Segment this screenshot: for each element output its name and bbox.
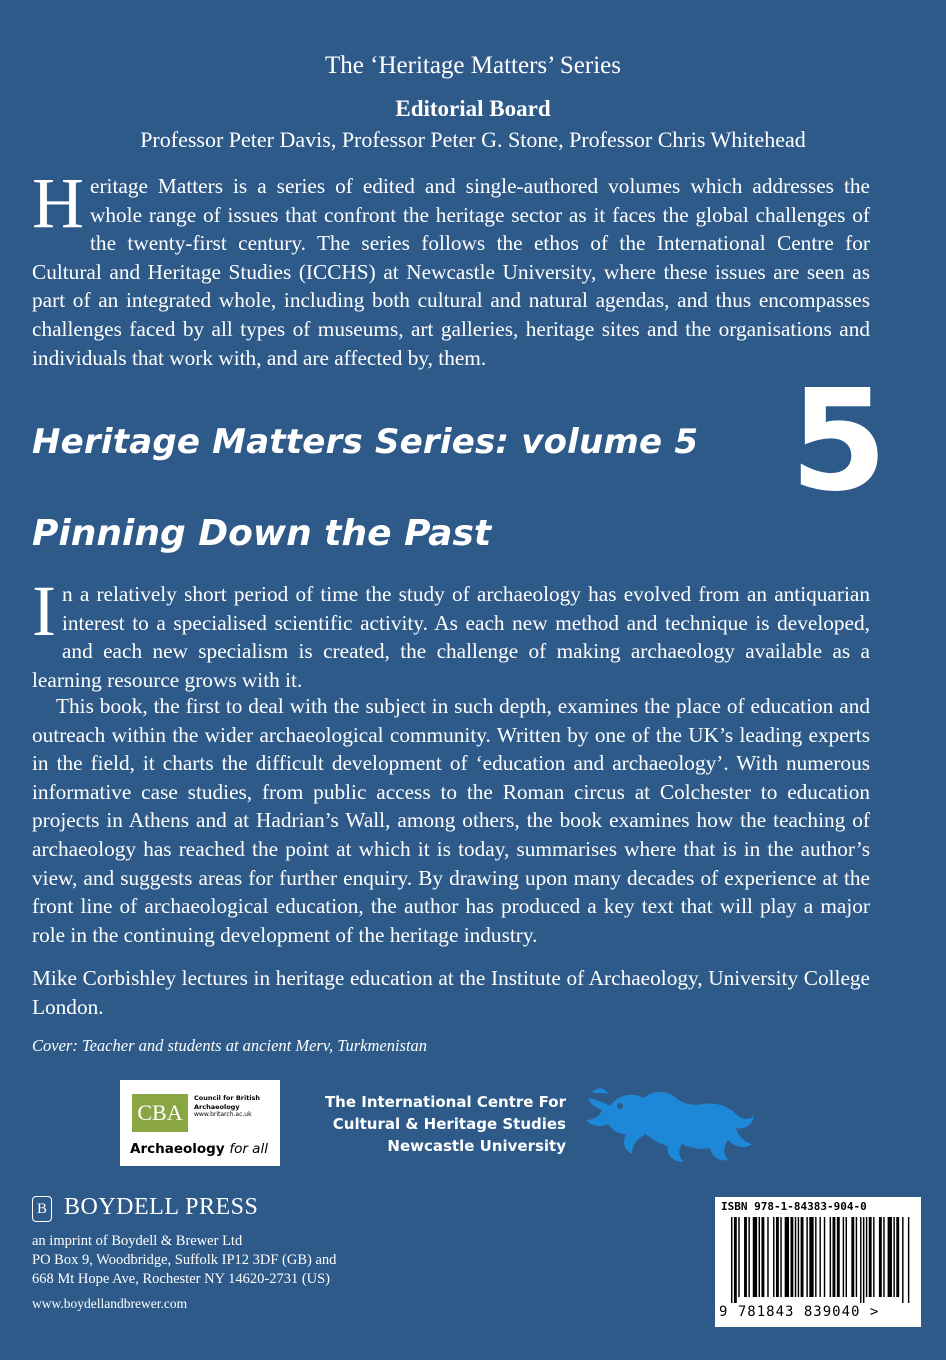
barcode-bar xyxy=(748,1217,749,1297)
icchs-line2: Cultural & Heritage Studies xyxy=(332,1115,566,1133)
barcode-bar xyxy=(869,1217,872,1297)
barcode-bar xyxy=(824,1217,825,1297)
barcode-bar xyxy=(888,1217,892,1297)
blurb-paragraph-2-text: This book, the first to deal with the subject in such depth, examines the place of education and outreach within the wider archaeological community. Written by one of the UK’s leading experts in the field, it charts the difficult development of ‘education and archaeology’. With numerous informative case studies, from public access to the Roman circus at Colchester to education projects in Athens and at Hadrian’s Wall, among others, the book examines how the teaching of archaeology has reached the point at which it is today, summarises where that is in the author’s view, and suggests areas for further enquiry. By drawing upon many decades of experience at the front line of archaeological education, the author has produced a key text that will play a major role in the continuing development of the heritage industry. xyxy=(32,694,870,947)
barcode-bar xyxy=(860,1217,861,1303)
barcode-bar xyxy=(801,1217,804,1297)
barcode-bar xyxy=(851,1217,854,1297)
barcode-bar xyxy=(856,1217,857,1297)
barcode-bars xyxy=(723,1217,913,1303)
barcode-bar xyxy=(731,1217,732,1303)
barcode-bar xyxy=(883,1217,884,1297)
barcode-bar xyxy=(809,1217,813,1297)
publisher-address-us: 668 Mt Hope Ave, Rochester NY 14620-2731 (US) xyxy=(32,1271,331,1287)
cba-tagline xyxy=(130,1141,268,1157)
cba-badge: CBA xyxy=(132,1094,188,1132)
lion-icon xyxy=(572,1084,756,1164)
barcode-bar xyxy=(846,1217,847,1297)
publisher-website: www.boydellandbrewer.com xyxy=(32,1296,188,1311)
barcode-digits: 9 781843 839040 > xyxy=(719,1304,880,1320)
barcode-bar xyxy=(806,1217,807,1297)
cba-org-line2: Archaeology xyxy=(194,1102,240,1111)
volume-heading: Heritage Matters Series: volume 5 xyxy=(32,422,699,462)
barcode-bar xyxy=(833,1217,836,1297)
cba-url: www.britarch.ac.uk xyxy=(194,1111,252,1118)
barcode-bar xyxy=(863,1217,864,1303)
series-title: The ‘Heritage Matters’ Series xyxy=(325,52,621,79)
volume-number: 5 xyxy=(790,360,888,523)
icchs-name xyxy=(300,1091,566,1157)
publisher-imprint: an imprint of Boydell & Brewer Ltd xyxy=(32,1233,243,1249)
barcode-bar xyxy=(798,1217,799,1297)
isbn-barcode xyxy=(715,1197,921,1327)
blurb-dropcap: I xyxy=(32,571,56,651)
barcode-bar xyxy=(819,1217,820,1297)
barcode-bar xyxy=(753,1217,757,1297)
publisher-name: BOYDELL PRESS xyxy=(64,1194,259,1220)
barcode-bar xyxy=(761,1217,764,1297)
editorial-board-heading: Editorial Board xyxy=(395,96,551,121)
boydell-mark-icon: B xyxy=(32,1196,52,1222)
barcode-bar xyxy=(790,1217,793,1297)
barcode-bar xyxy=(866,1217,867,1297)
barcode-bar xyxy=(893,1217,894,1297)
barcode-bar xyxy=(843,1217,844,1297)
series-description-text: eritage Matters is a series of edited and single-authored volumes which addresses the whole range of issues that confront the heritage sector as it faces the global challenges of the twenty-first century. The series follows the ethos of the International Centre for Cultural and Heritage Studies (ICCHS) at Newcastle University, where these issues are seen as part of an integrated whole, including both cultural and natural agendas, and thus encompasses challenges faced by all types of museums, art galleries, heritage sites and the organisations and individuals that work with, and are affected by, them. xyxy=(32,174,870,370)
barcode-bar xyxy=(785,1217,789,1297)
cba-org-name xyxy=(194,1094,276,1120)
barcode-bar xyxy=(879,1217,882,1297)
barcode-bar xyxy=(734,1217,737,1303)
blurb-paragraph-1-text: n a relatively short period of time the study of archaeology has evolved from an antiquarian interest to a specialised scientific activity. As each new method and technique is developed, and each new specialism is created, the challenge of making archaeology available as a learning resource grows with it. xyxy=(32,582,870,692)
blurb-paragraph-2 xyxy=(32,692,870,949)
cba-tagline-main: Archaeology xyxy=(130,1141,230,1157)
cba-org-line1: Council for British xyxy=(194,1094,261,1102)
barcode-bar xyxy=(759,1217,760,1297)
barcode-bar xyxy=(744,1217,747,1297)
barcode-bar xyxy=(815,1217,816,1297)
blurb-paragraph-1 xyxy=(32,571,870,694)
icchs-line1: The International Centre For xyxy=(324,1093,566,1111)
author-bio: Mike Corbishley lectures in heritage education at the Institute of Archaeology, University College London. xyxy=(32,966,870,1019)
barcode-bar xyxy=(830,1217,831,1297)
barcode-bar xyxy=(902,1217,903,1303)
cba-logo xyxy=(120,1080,280,1166)
publisher-address-uk: PO Box 9, Woodbridge, Suffolk IP12 3DF (GB) and xyxy=(32,1252,337,1268)
editorial-board-names: Professor Peter Davis, Professor Peter G. Stone, Professor Chris Whitehead xyxy=(140,127,806,152)
barcode-bar xyxy=(776,1217,779,1297)
barcode-bar xyxy=(896,1217,899,1297)
barcode-bar xyxy=(738,1217,739,1297)
barcode-bar xyxy=(767,1217,768,1297)
cba-tagline-italic: for all xyxy=(229,1141,268,1157)
book-title: Pinning Down the Past xyxy=(32,513,492,554)
series-description xyxy=(32,163,870,372)
barcode-bar xyxy=(780,1217,781,1297)
isbn-text: ISBN 978-1-84383-904-0 xyxy=(721,1200,867,1213)
barcode-bar xyxy=(795,1217,796,1297)
icchs-line3: Newcastle University xyxy=(387,1137,566,1155)
barcode-bar xyxy=(873,1217,874,1297)
series-description-dropcap: H xyxy=(32,163,84,243)
barcode-bar xyxy=(837,1217,840,1297)
barcode-bar xyxy=(773,1217,774,1297)
cover-credit: Cover: Teacher and students at ancient Merv, Turkmenistan xyxy=(32,1036,428,1055)
barcode-bar xyxy=(908,1217,909,1303)
